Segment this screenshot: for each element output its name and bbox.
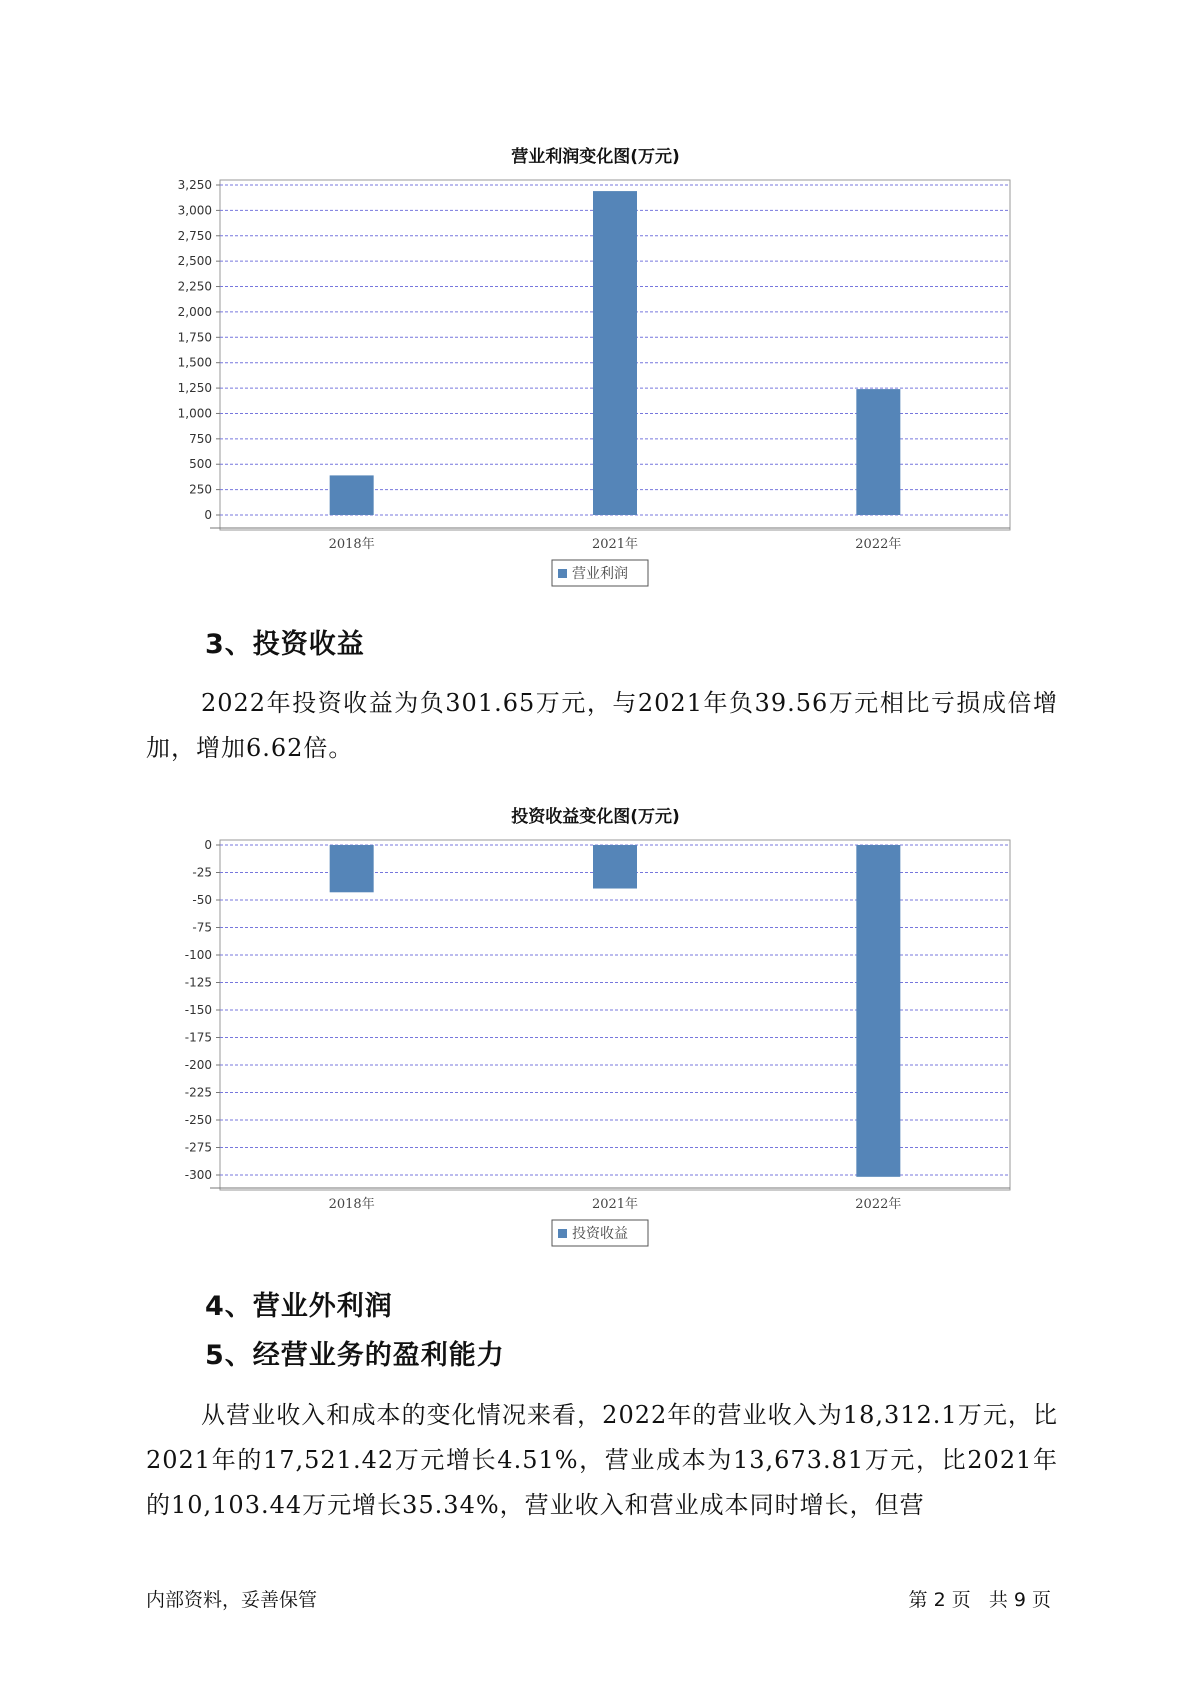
x-tick-label: 2018年 <box>328 1197 375 1212</box>
chart1-title: 营业利润变化图(万元) <box>511 147 680 167</box>
y-tick-label: -100 <box>184 948 212 962</box>
footer-page-number: 第 2 页 共 9 页 <box>908 1589 1051 1611</box>
y-tick-label: 1,250 <box>177 381 212 396</box>
bar-2021年 <box>593 845 637 889</box>
y-tick-label: -175 <box>184 1030 212 1045</box>
y-tick-label: -25 <box>192 865 212 880</box>
y-tick-label: -150 <box>184 1003 212 1017</box>
y-tick-label: 1,500 <box>177 355 212 370</box>
y-tick-label: 500 <box>189 457 212 472</box>
y-tick-label: -275 <box>184 1140 212 1155</box>
bar-2022年 <box>856 845 900 1177</box>
y-tick-label: -250 <box>184 1113 212 1127</box>
bar-2018年 <box>330 475 374 515</box>
chart2-title: 投资收益变化图(万元) <box>511 807 680 827</box>
y-tick-label: 2,000 <box>177 304 212 319</box>
legend-swatch <box>558 1229 567 1238</box>
x-tick-label: 2021年 <box>591 1197 639 1212</box>
y-tick-label: 3,000 <box>177 203 212 218</box>
x-tick-label: 2021年 <box>591 537 639 552</box>
y-tick-label: -75 <box>192 920 212 935</box>
x-tick-label: 2022年 <box>855 1197 902 1212</box>
paragraph-operating-profitability <box>146 1393 1058 1528</box>
y-tick-label: 3,250 <box>177 178 212 192</box>
bar-2018年 <box>330 845 374 892</box>
legend-label: 投资收益 <box>572 1226 628 1242</box>
y-tick-label: 750 <box>189 431 212 446</box>
y-tick-label: 0 <box>204 508 212 522</box>
bar-2022年 <box>856 389 900 515</box>
y-tick-label: -50 <box>192 893 212 907</box>
footer-confidential: 内部资料，妥善保管 <box>146 1589 318 1611</box>
paragraph-investment-income <box>146 681 1058 771</box>
bar-2021年 <box>593 191 637 515</box>
operating-profit-chart <box>0 170 1191 590</box>
y-tick-label: -225 <box>184 1085 212 1100</box>
paragraph-text: 从营业收入和成本的变化情况来看，2022年的营业收入为18,312.1万元，比2021年的17,521.42万元增长4.51%，营业成本为13,673.81万元，比2021年的10,103.44万元增长35.34%，营业收入和营业成本同时增长，但营 <box>146 1401 1058 1519</box>
y-tick-label: 1,750 <box>177 330 212 345</box>
heading-operating-profitability: 5、经营业务的盈利能力 <box>205 1340 505 1371</box>
y-tick-label: -200 <box>184 1058 212 1072</box>
x-tick-label: 2018年 <box>328 537 375 552</box>
investment-income-chart <box>0 830 1191 1250</box>
y-tick-label: 2,750 <box>177 228 212 243</box>
y-tick-label: -300 <box>184 1168 212 1182</box>
heading-non-operating-profit: 4、营业外利润 <box>205 1291 393 1322</box>
y-tick-label: 0 <box>204 838 212 852</box>
paragraph-text: 2022年投资收益为负301.65万元，与2021年负39.56万元相比亏损成倍增加，增加6.62倍。 <box>146 689 1058 762</box>
heading-investment-income: 3、投资收益 <box>205 629 365 660</box>
legend-swatch <box>558 569 567 578</box>
y-tick-label: 250 <box>189 482 212 497</box>
y-tick-label: 2,250 <box>177 279 212 294</box>
legend-label: 营业利润 <box>572 566 628 582</box>
x-tick-label: 2022年 <box>855 537 902 552</box>
y-tick-label: -125 <box>184 975 212 990</box>
y-tick-label: 2,500 <box>177 254 212 269</box>
y-tick-label: 1,000 <box>177 406 212 421</box>
